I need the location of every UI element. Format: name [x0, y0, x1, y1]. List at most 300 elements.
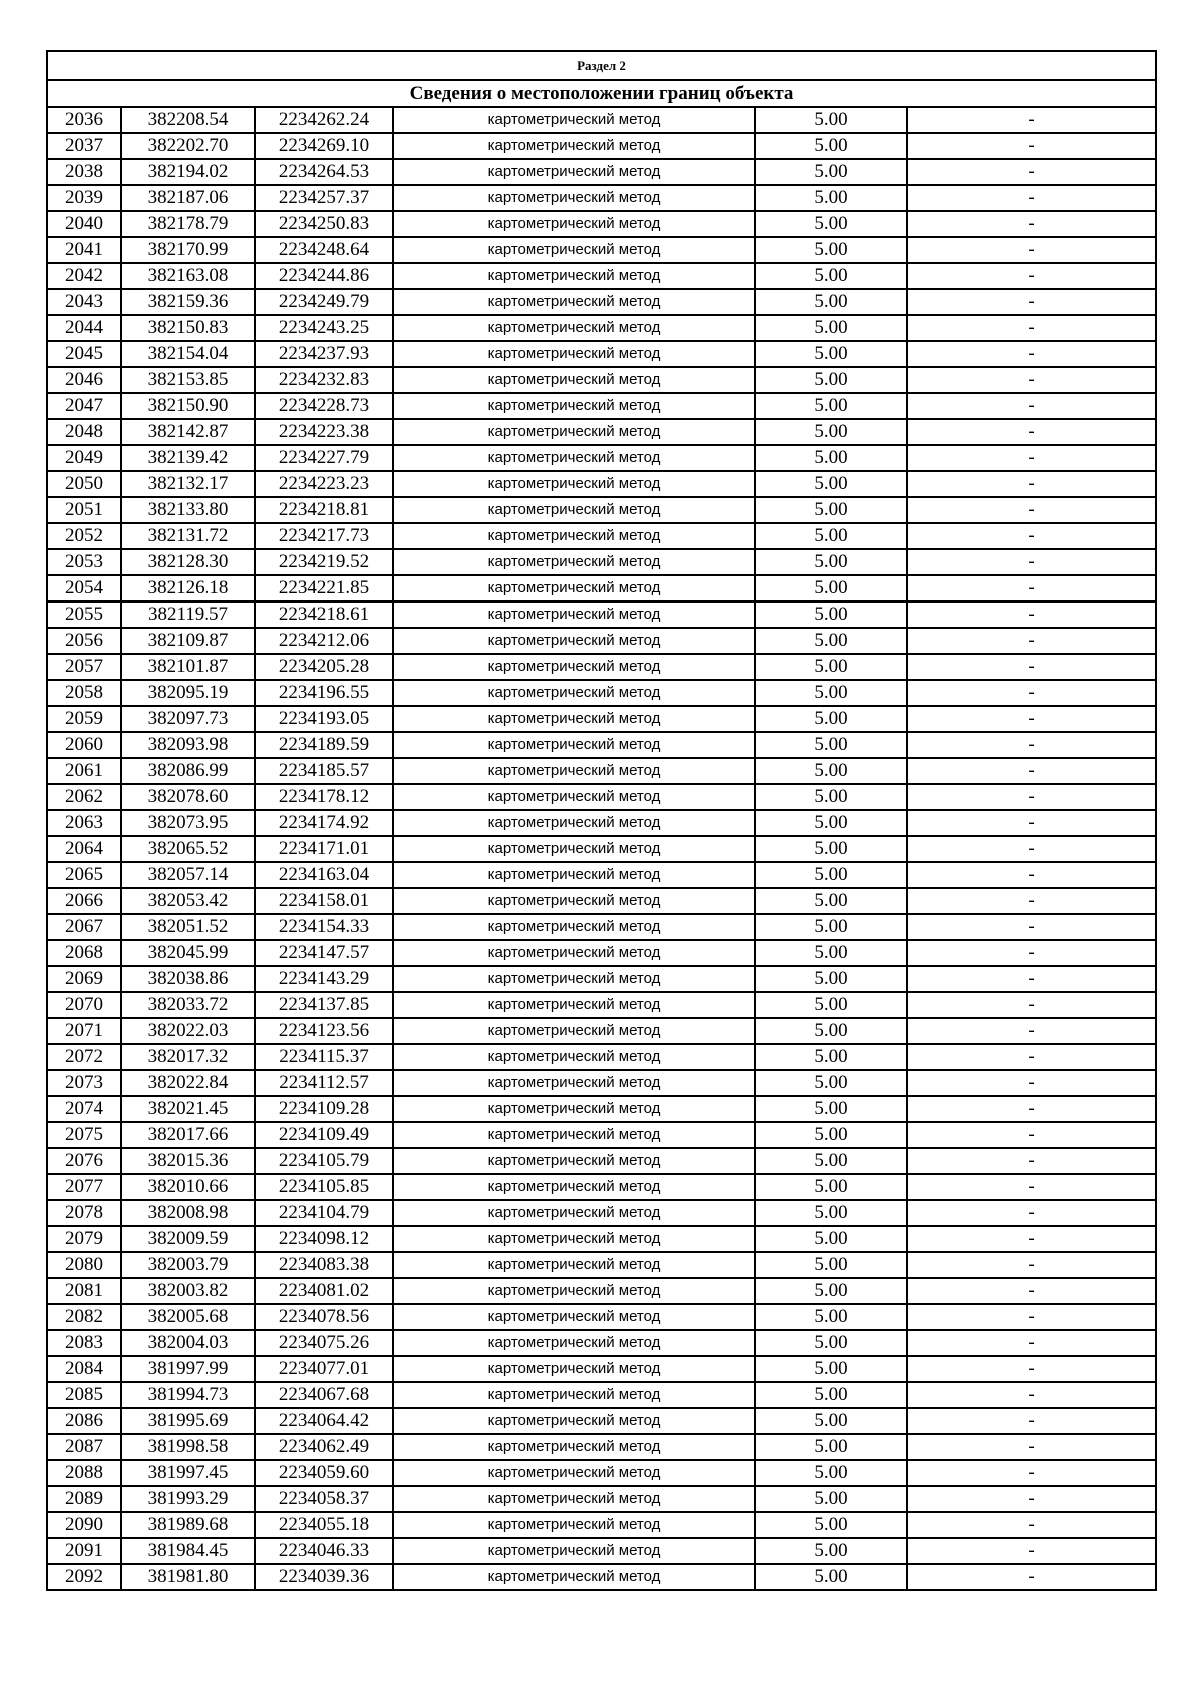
accuracy-cell: 5.00	[755, 758, 907, 784]
method-cell: картометрический метод	[393, 211, 755, 237]
table-row	[47, 1174, 1156, 1200]
table-row	[47, 549, 1156, 575]
x-coordinate-cell: 382017.32	[121, 1044, 255, 1070]
y-coordinate-cell: 2234223.38	[255, 419, 393, 445]
accuracy-cell: 5.00	[755, 1278, 907, 1304]
table-row	[47, 1148, 1156, 1174]
y-coordinate-cell: 2234174.92	[255, 810, 393, 836]
x-coordinate-cell: 382208.54	[121, 107, 255, 133]
table-row	[47, 1122, 1156, 1148]
method-cell: картометрический метод	[393, 1434, 755, 1460]
point-number-cell: 2041	[47, 237, 121, 263]
accuracy-cell: 5.00	[755, 992, 907, 1018]
x-coordinate-cell: 381995.69	[121, 1408, 255, 1434]
point-number-cell: 2044	[47, 315, 121, 341]
table-row	[47, 1278, 1156, 1304]
y-coordinate-cell: 2234058.37	[255, 1486, 393, 1512]
method-cell: картометрический метод	[393, 1512, 755, 1538]
method-cell: картометрический метод	[393, 628, 755, 654]
method-cell: картометрический метод	[393, 1460, 755, 1486]
y-coordinate-cell: 2234154.33	[255, 914, 393, 940]
table-row	[47, 289, 1156, 315]
description-cell: -	[907, 1460, 1156, 1486]
table-row	[47, 1408, 1156, 1434]
accuracy-cell: 5.00	[755, 836, 907, 862]
method-cell: картометрический метод	[393, 445, 755, 471]
description-cell: -	[907, 1304, 1156, 1330]
x-coordinate-cell: 382142.87	[121, 419, 255, 445]
description-cell: -	[907, 1174, 1156, 1200]
y-coordinate-cell: 2234105.85	[255, 1174, 393, 1200]
accuracy-cell: 5.00	[755, 263, 907, 289]
table-row	[47, 1512, 1156, 1538]
point-number-cell: 2085	[47, 1382, 121, 1408]
accuracy-cell: 5.00	[755, 784, 907, 810]
description-cell: -	[907, 185, 1156, 211]
x-coordinate-cell: 382053.42	[121, 888, 255, 914]
accuracy-cell: 5.00	[755, 211, 907, 237]
table-row	[47, 575, 1156, 602]
description-cell: -	[907, 497, 1156, 523]
table-row	[47, 1200, 1156, 1226]
description-cell: -	[907, 1070, 1156, 1096]
description-cell: -	[907, 784, 1156, 810]
point-number-cell: 2081	[47, 1278, 121, 1304]
description-cell: -	[907, 1408, 1156, 1434]
x-coordinate-cell: 382010.66	[121, 1174, 255, 1200]
accuracy-cell: 5.00	[755, 1330, 907, 1356]
x-coordinate-cell: 382003.79	[121, 1252, 255, 1278]
accuracy-cell: 5.00	[755, 1226, 907, 1252]
x-coordinate-cell: 382170.99	[121, 237, 255, 263]
table-row	[47, 1486, 1156, 1512]
table-row	[47, 732, 1156, 758]
x-coordinate-cell: 382033.72	[121, 992, 255, 1018]
y-coordinate-cell: 2234081.02	[255, 1278, 393, 1304]
description-cell: -	[907, 107, 1156, 133]
point-number-cell: 2070	[47, 992, 121, 1018]
accuracy-cell: 5.00	[755, 549, 907, 575]
description-cell: -	[907, 732, 1156, 758]
accuracy-cell: 5.00	[755, 1356, 907, 1382]
method-cell: картометрический метод	[393, 1278, 755, 1304]
description-cell: -	[907, 1044, 1156, 1070]
method-cell: картометрический метод	[393, 1174, 755, 1200]
point-number-cell: 2077	[47, 1174, 121, 1200]
y-coordinate-cell: 2234178.12	[255, 784, 393, 810]
accuracy-cell: 5.00	[755, 654, 907, 680]
description-cell: -	[907, 1434, 1156, 1460]
point-number-cell: 2058	[47, 680, 121, 706]
point-number-cell: 2042	[47, 263, 121, 289]
accuracy-cell: 5.00	[755, 1382, 907, 1408]
point-number-cell: 2036	[47, 107, 121, 133]
method-cell: картометрический метод	[393, 940, 755, 966]
y-coordinate-cell: 2234115.37	[255, 1044, 393, 1070]
accuracy-cell: 5.00	[755, 1096, 907, 1122]
description-cell: -	[907, 810, 1156, 836]
description-cell: -	[907, 992, 1156, 1018]
description-cell: -	[907, 758, 1156, 784]
x-coordinate-cell: 381997.45	[121, 1460, 255, 1486]
method-cell: картометрический метод	[393, 1356, 755, 1382]
accuracy-cell: 5.00	[755, 237, 907, 263]
x-coordinate-cell: 382015.36	[121, 1148, 255, 1174]
point-number-cell: 2055	[47, 602, 121, 629]
method-cell: картометрический метод	[393, 471, 755, 497]
description-cell: -	[907, 159, 1156, 185]
table-row	[47, 393, 1156, 419]
y-coordinate-cell: 2234269.10	[255, 133, 393, 159]
x-coordinate-cell: 382150.90	[121, 393, 255, 419]
x-coordinate-cell: 382153.85	[121, 367, 255, 393]
accuracy-cell: 5.00	[755, 966, 907, 992]
description-cell: -	[907, 862, 1156, 888]
y-coordinate-cell: 2234064.42	[255, 1408, 393, 1434]
point-number-cell: 2071	[47, 1018, 121, 1044]
table-row	[47, 966, 1156, 992]
y-coordinate-cell: 2234219.52	[255, 549, 393, 575]
accuracy-cell: 5.00	[755, 185, 907, 211]
y-coordinate-cell: 2234147.57	[255, 940, 393, 966]
point-number-cell: 2076	[47, 1148, 121, 1174]
description-cell: -	[907, 289, 1156, 315]
accuracy-cell: 5.00	[755, 471, 907, 497]
table-row	[47, 836, 1156, 862]
point-number-cell: 2053	[47, 549, 121, 575]
point-number-cell: 2084	[47, 1356, 121, 1382]
accuracy-cell: 5.00	[755, 1486, 907, 1512]
x-coordinate-cell: 381997.99	[121, 1356, 255, 1382]
y-coordinate-cell: 2234189.59	[255, 732, 393, 758]
accuracy-cell: 5.00	[755, 1564, 907, 1590]
point-number-cell: 2086	[47, 1408, 121, 1434]
accuracy-cell: 5.00	[755, 1460, 907, 1486]
y-coordinate-cell: 2234232.83	[255, 367, 393, 393]
point-number-cell: 2087	[47, 1434, 121, 1460]
y-coordinate-cell: 2234205.28	[255, 654, 393, 680]
x-coordinate-cell: 382126.18	[121, 575, 255, 602]
description-cell: -	[907, 1018, 1156, 1044]
point-number-cell: 2037	[47, 133, 121, 159]
method-cell: картометрический метод	[393, 1382, 755, 1408]
table-title-row	[47, 80, 1156, 107]
x-coordinate-cell: 381989.68	[121, 1512, 255, 1538]
description-cell: -	[907, 445, 1156, 471]
table-row	[47, 1564, 1156, 1590]
x-coordinate-cell: 382187.06	[121, 185, 255, 211]
description-cell: -	[907, 1356, 1156, 1382]
y-coordinate-cell: 2234221.85	[255, 575, 393, 602]
method-cell: картометрический метод	[393, 575, 755, 602]
x-coordinate-cell: 381984.45	[121, 1538, 255, 1564]
y-coordinate-cell: 2234264.53	[255, 159, 393, 185]
method-cell: картометрический метод	[393, 992, 755, 1018]
x-coordinate-cell: 382131.72	[121, 523, 255, 549]
method-cell: картометрический метод	[393, 758, 755, 784]
table-row	[47, 1070, 1156, 1096]
point-number-cell: 2069	[47, 966, 121, 992]
method-cell: картометрический метод	[393, 1408, 755, 1434]
description-cell: -	[907, 471, 1156, 497]
table-row	[47, 1096, 1156, 1122]
point-number-cell: 2047	[47, 393, 121, 419]
x-coordinate-cell: 382101.87	[121, 654, 255, 680]
table-row	[47, 602, 1156, 629]
accuracy-cell: 5.00	[755, 523, 907, 549]
description-cell: -	[907, 914, 1156, 940]
table-row	[47, 628, 1156, 654]
x-coordinate-cell: 382159.36	[121, 289, 255, 315]
method-cell: картометрический метод	[393, 497, 755, 523]
x-coordinate-cell: 382095.19	[121, 680, 255, 706]
point-number-cell: 2065	[47, 862, 121, 888]
description-cell: -	[907, 1096, 1156, 1122]
table-row	[47, 1382, 1156, 1408]
description-cell: -	[907, 419, 1156, 445]
y-coordinate-cell: 2234078.56	[255, 1304, 393, 1330]
y-coordinate-cell: 2234185.57	[255, 758, 393, 784]
y-coordinate-cell: 2234249.79	[255, 289, 393, 315]
accuracy-cell: 5.00	[755, 367, 907, 393]
point-number-cell: 2063	[47, 810, 121, 836]
accuracy-cell: 5.00	[755, 341, 907, 367]
table-row	[47, 237, 1156, 263]
method-cell: картометрический метод	[393, 1122, 755, 1148]
description-cell: -	[907, 888, 1156, 914]
table-row	[47, 471, 1156, 497]
method-cell: картометрический метод	[393, 784, 755, 810]
method-cell: картометрический метод	[393, 966, 755, 992]
description-cell: -	[907, 1148, 1156, 1174]
description-cell: -	[907, 1512, 1156, 1538]
accuracy-cell: 5.00	[755, 1304, 907, 1330]
method-cell: картометрический метод	[393, 1486, 755, 1512]
section-label: Раздел 2	[47, 51, 1156, 80]
x-coordinate-cell: 382045.99	[121, 940, 255, 966]
table-row	[47, 1330, 1156, 1356]
table-row	[47, 888, 1156, 914]
point-number-cell: 2060	[47, 732, 121, 758]
table-row	[47, 523, 1156, 549]
point-number-cell: 2079	[47, 1226, 121, 1252]
method-cell: картометрический метод	[393, 732, 755, 758]
method-cell: картометрический метод	[393, 862, 755, 888]
description-cell: -	[907, 1226, 1156, 1252]
description-cell: -	[907, 523, 1156, 549]
point-number-cell: 2091	[47, 1538, 121, 1564]
point-number-cell: 2043	[47, 289, 121, 315]
x-coordinate-cell: 382021.45	[121, 1096, 255, 1122]
point-number-cell: 2050	[47, 471, 121, 497]
method-cell: картометрический метод	[393, 914, 755, 940]
point-number-cell: 2072	[47, 1044, 121, 1070]
accuracy-cell: 5.00	[755, 810, 907, 836]
accuracy-cell: 5.00	[755, 628, 907, 654]
table-row	[47, 1226, 1156, 1252]
table-row	[47, 1304, 1156, 1330]
description-cell: -	[907, 602, 1156, 629]
x-coordinate-cell: 382150.83	[121, 315, 255, 341]
y-coordinate-cell: 2234075.26	[255, 1330, 393, 1356]
boundary-coordinates-table	[46, 50, 1157, 1591]
description-cell: -	[907, 836, 1156, 862]
accuracy-cell: 5.00	[755, 1434, 907, 1460]
point-number-cell: 2068	[47, 940, 121, 966]
description-cell: -	[907, 1538, 1156, 1564]
point-number-cell: 2056	[47, 628, 121, 654]
table-row	[47, 263, 1156, 289]
x-coordinate-cell: 381994.73	[121, 1382, 255, 1408]
y-coordinate-cell: 2234067.68	[255, 1382, 393, 1408]
point-number-cell: 2067	[47, 914, 121, 940]
y-coordinate-cell: 2234250.83	[255, 211, 393, 237]
method-cell: картометрический метод	[393, 836, 755, 862]
y-coordinate-cell: 2234143.29	[255, 966, 393, 992]
y-coordinate-cell: 2234243.25	[255, 315, 393, 341]
accuracy-cell: 5.00	[755, 1538, 907, 1564]
description-cell: -	[907, 1122, 1156, 1148]
method-cell: картометрический метод	[393, 393, 755, 419]
point-number-cell: 2088	[47, 1460, 121, 1486]
accuracy-cell: 5.00	[755, 159, 907, 185]
y-coordinate-cell: 2234228.73	[255, 393, 393, 419]
table-row	[47, 341, 1156, 367]
method-cell: картометрический метод	[393, 185, 755, 211]
point-number-cell: 2078	[47, 1200, 121, 1226]
description-cell: -	[907, 393, 1156, 419]
x-coordinate-cell: 382003.82	[121, 1278, 255, 1304]
accuracy-cell: 5.00	[755, 393, 907, 419]
table-row	[47, 914, 1156, 940]
description-cell: -	[907, 549, 1156, 575]
method-cell: картометрический метод	[393, 888, 755, 914]
y-coordinate-cell: 2234171.01	[255, 836, 393, 862]
y-coordinate-cell: 2234262.24	[255, 107, 393, 133]
y-coordinate-cell: 2234217.73	[255, 523, 393, 549]
method-cell: картометрический метод	[393, 107, 755, 133]
y-coordinate-cell: 2234193.05	[255, 706, 393, 732]
point-number-cell: 2083	[47, 1330, 121, 1356]
accuracy-cell: 5.00	[755, 1044, 907, 1070]
method-cell: картометрический метод	[393, 1044, 755, 1070]
table-row	[47, 706, 1156, 732]
accuracy-cell: 5.00	[755, 1018, 907, 1044]
x-coordinate-cell: 382128.30	[121, 549, 255, 575]
table-row	[47, 940, 1156, 966]
description-cell: -	[907, 1252, 1156, 1278]
x-coordinate-cell: 382086.99	[121, 758, 255, 784]
y-coordinate-cell: 2234109.28	[255, 1096, 393, 1122]
y-coordinate-cell: 2234123.56	[255, 1018, 393, 1044]
table-row	[47, 497, 1156, 523]
accuracy-cell: 5.00	[755, 1148, 907, 1174]
method-cell: картометрический метод	[393, 159, 755, 185]
description-cell: -	[907, 628, 1156, 654]
point-number-cell: 2073	[47, 1070, 121, 1096]
table-row	[47, 159, 1156, 185]
method-cell: картометрический метод	[393, 367, 755, 393]
y-coordinate-cell: 2234039.36	[255, 1564, 393, 1590]
point-number-cell: 2089	[47, 1486, 121, 1512]
y-coordinate-cell: 2234077.01	[255, 1356, 393, 1382]
method-cell: картометрический метод	[393, 654, 755, 680]
table-row	[47, 654, 1156, 680]
method-cell: картометрический метод	[393, 237, 755, 263]
description-cell: -	[907, 1486, 1156, 1512]
point-number-cell: 2082	[47, 1304, 121, 1330]
x-coordinate-cell: 382038.86	[121, 966, 255, 992]
y-coordinate-cell: 2234083.38	[255, 1252, 393, 1278]
table-row	[47, 211, 1156, 237]
method-cell: картометрический метод	[393, 341, 755, 367]
table-row	[47, 1252, 1156, 1278]
table-body	[47, 51, 1156, 1590]
point-number-cell: 2080	[47, 1252, 121, 1278]
description-cell: -	[907, 1330, 1156, 1356]
y-coordinate-cell: 2234163.04	[255, 862, 393, 888]
x-coordinate-cell: 382078.60	[121, 784, 255, 810]
accuracy-cell: 5.00	[755, 289, 907, 315]
x-coordinate-cell: 382097.73	[121, 706, 255, 732]
y-coordinate-cell: 2234212.06	[255, 628, 393, 654]
accuracy-cell: 5.00	[755, 497, 907, 523]
method-cell: картометрический метод	[393, 602, 755, 629]
accuracy-cell: 5.00	[755, 1122, 907, 1148]
method-cell: картометрический метод	[393, 523, 755, 549]
x-coordinate-cell: 382109.87	[121, 628, 255, 654]
accuracy-cell: 5.00	[755, 680, 907, 706]
method-cell: картометрический метод	[393, 549, 755, 575]
point-number-cell: 2057	[47, 654, 121, 680]
accuracy-cell: 5.00	[755, 107, 907, 133]
y-coordinate-cell: 2234237.93	[255, 341, 393, 367]
method-cell: картометрический метод	[393, 1018, 755, 1044]
method-cell: картометрический метод	[393, 1070, 755, 1096]
table-row	[47, 758, 1156, 784]
accuracy-cell: 5.00	[755, 940, 907, 966]
x-coordinate-cell: 382119.57	[121, 602, 255, 629]
x-coordinate-cell: 382009.59	[121, 1226, 255, 1252]
accuracy-cell: 5.00	[755, 445, 907, 471]
x-coordinate-cell: 382017.66	[121, 1122, 255, 1148]
x-coordinate-cell: 382022.03	[121, 1018, 255, 1044]
method-cell: картометрический метод	[393, 315, 755, 341]
description-cell: -	[907, 263, 1156, 289]
method-cell: картометрический метод	[393, 1096, 755, 1122]
accuracy-cell: 5.00	[755, 133, 907, 159]
table-row	[47, 445, 1156, 471]
accuracy-cell: 5.00	[755, 732, 907, 758]
y-coordinate-cell: 2234218.61	[255, 602, 393, 629]
point-number-cell: 2064	[47, 836, 121, 862]
point-number-cell: 2066	[47, 888, 121, 914]
y-coordinate-cell: 2234062.49	[255, 1434, 393, 1460]
table-row	[47, 992, 1156, 1018]
table-row	[47, 367, 1156, 393]
point-number-cell: 2046	[47, 367, 121, 393]
table-row	[47, 133, 1156, 159]
x-coordinate-cell: 382163.08	[121, 263, 255, 289]
x-coordinate-cell: 382008.98	[121, 1200, 255, 1226]
method-cell: картометрический метод	[393, 1148, 755, 1174]
description-cell: -	[907, 680, 1156, 706]
method-cell: картометрический метод	[393, 680, 755, 706]
table-row	[47, 185, 1156, 211]
y-coordinate-cell: 2234158.01	[255, 888, 393, 914]
accuracy-cell: 5.00	[755, 1252, 907, 1278]
accuracy-cell: 5.00	[755, 1512, 907, 1538]
